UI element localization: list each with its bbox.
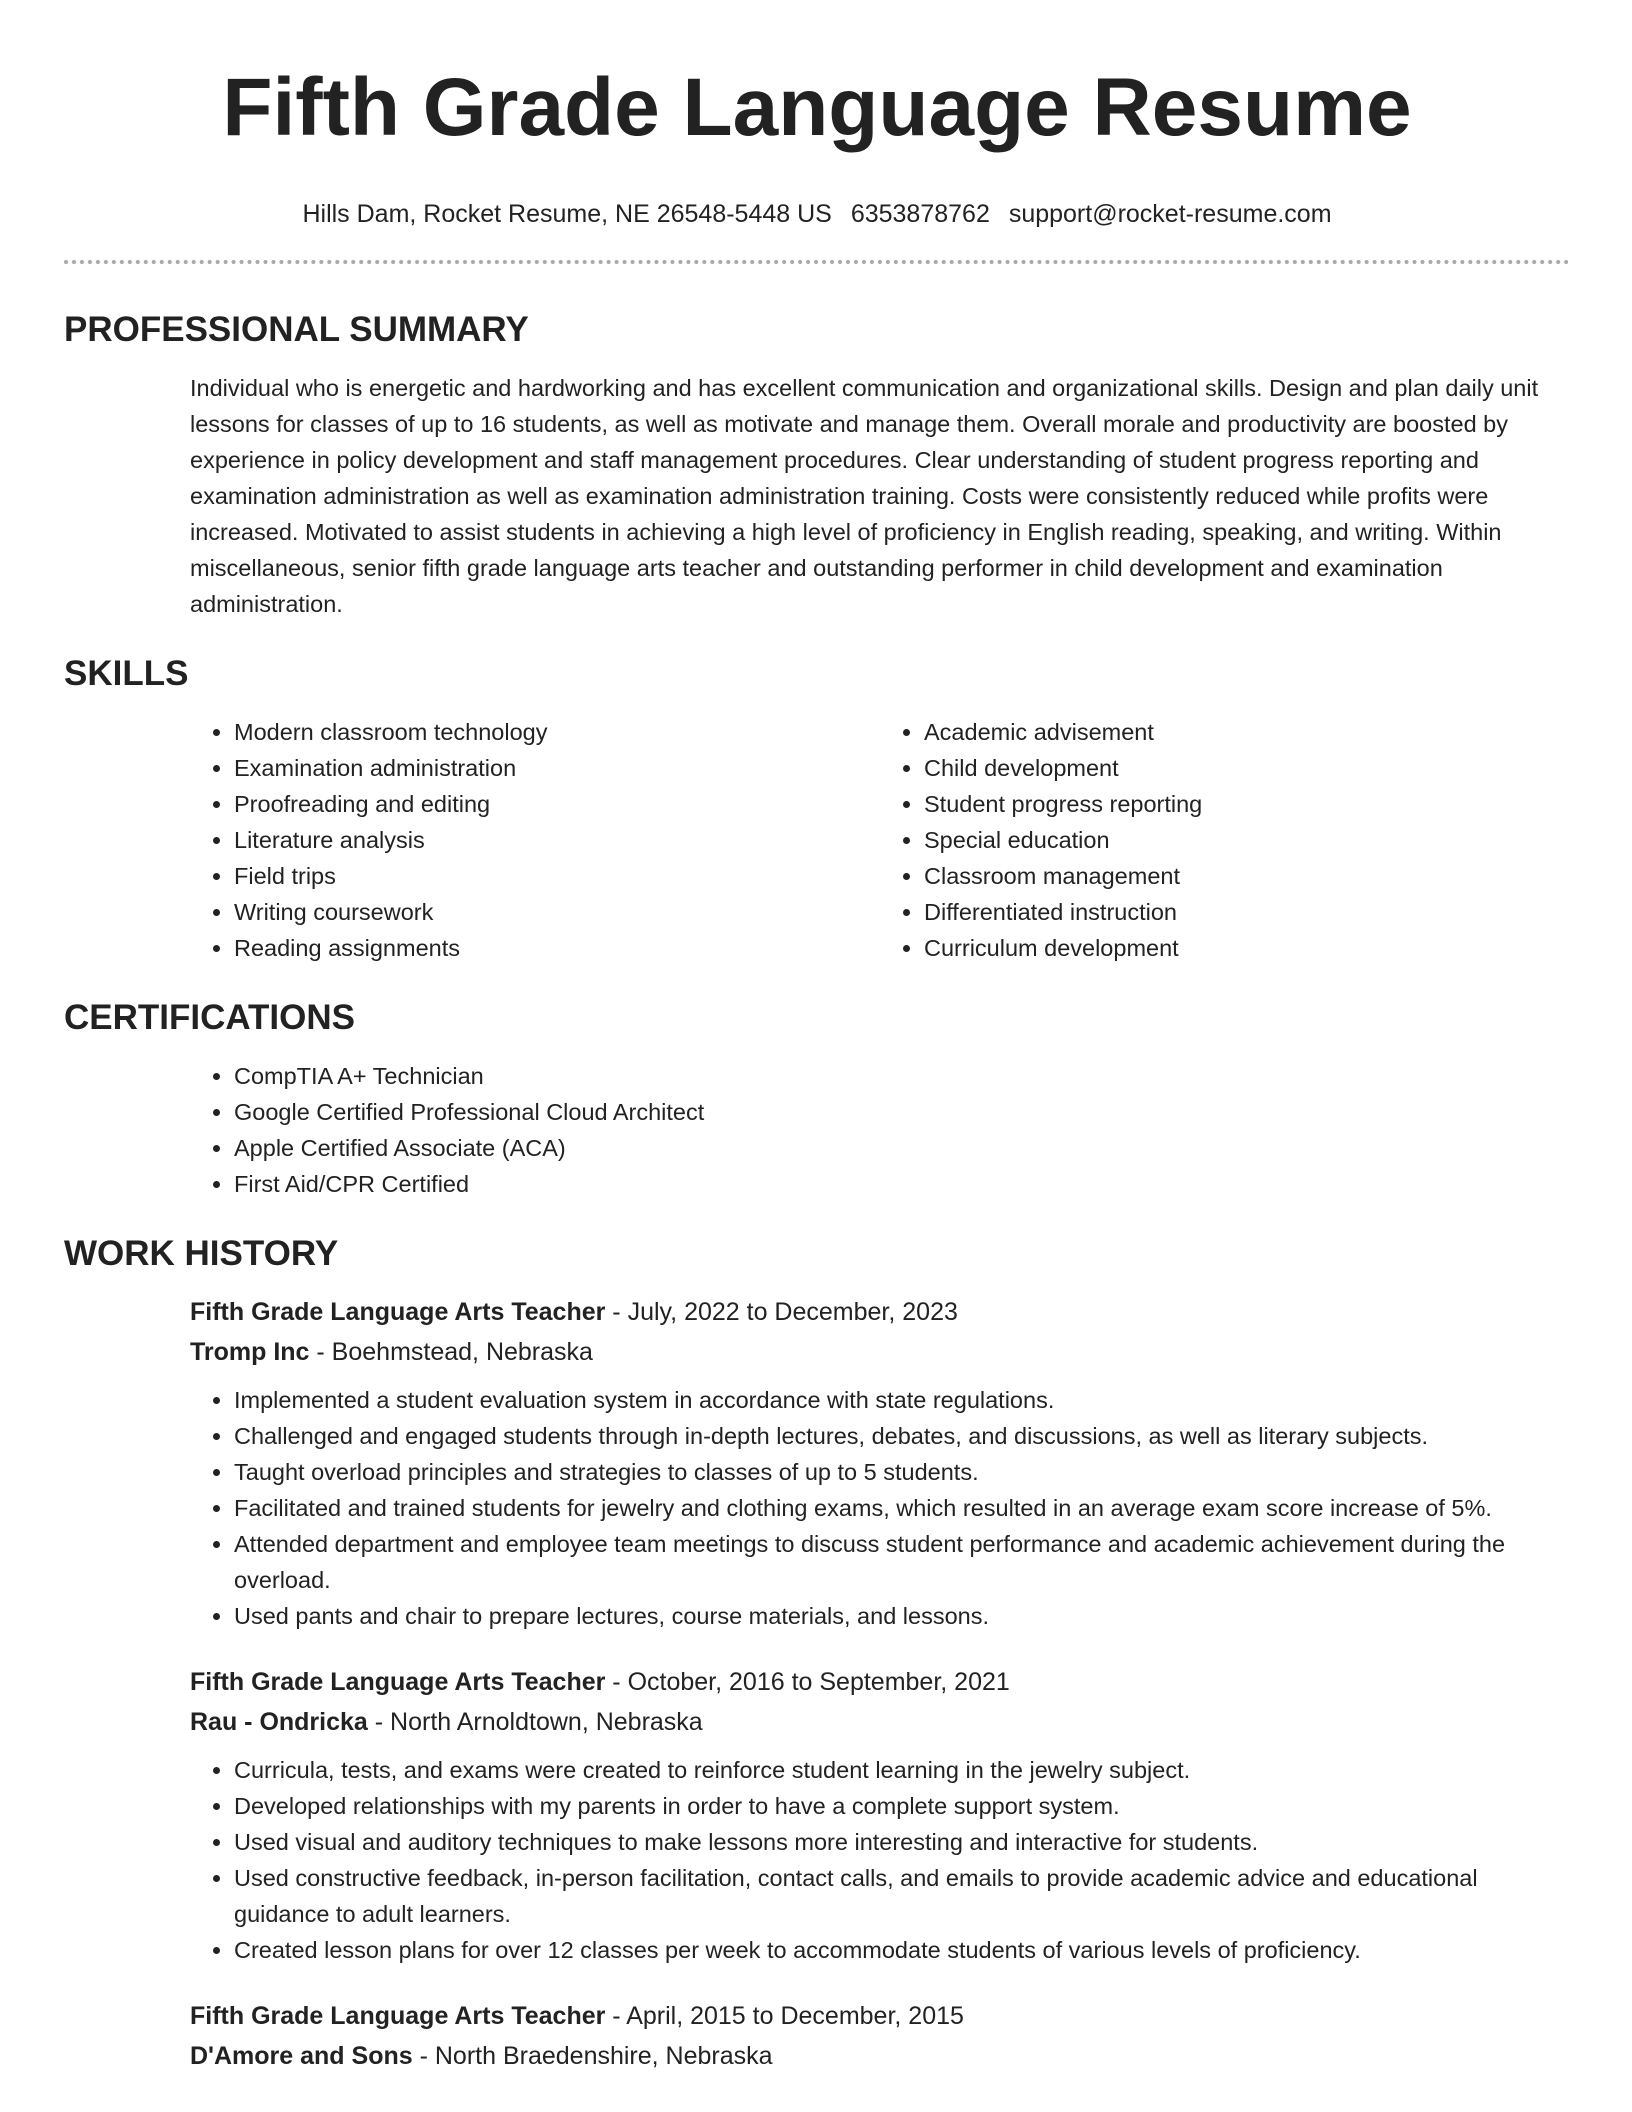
job-bullet: • Developed relationships with my parents in order to have a complete support system. [234, 1788, 1570, 1824]
job-company: Rau - Ondricka [190, 1708, 368, 1736]
contact-phone: 6353878762 [850, 200, 990, 228]
skill-item: • Writing coursework [234, 894, 880, 930]
job-title: Fifth Grade Language Arts Teacher [190, 1298, 606, 1326]
job-title-line [190, 1292, 1570, 1332]
resume-name: Fifth Grade Language Resume [222, 62, 1412, 153]
job-entry [64, 1292, 1570, 1634]
certification-item: • Google Certified Professional Cloud Architect [234, 1094, 1570, 1130]
contact-address: Hills Dam, Rocket Resume, NE 26548-5448 US [302, 200, 832, 228]
summary-text: Individual who is energetic and hardworking and has excellent communication and organizational skills. Design and plan daily unit lessons for classes of up to 16 students, as well as motivate and manage them. Overall morale and productivity are boosted by experience in policy development and staff management procedures. Clear understanding of student progress reporting and examination administration as well as examination administration training. Costs were consistently reduced while profits were increased. Motivated to assist students in achieving a high level of proficiency in English reading, speaking, and writing. Within miscellaneous, senior fifth grade language arts teacher and outstanding performer in child development and examination administration. [190, 375, 1539, 617]
skill-item: • Student progress reporting [924, 786, 1570, 822]
job-title: Fifth Grade Language Arts Teacher [190, 1668, 606, 1696]
skills-list-right [880, 714, 1570, 966]
skills-list-left [190, 714, 880, 966]
summary-heading: PROFESSIONAL SUMMARY [64, 310, 529, 349]
job-title: Fifth Grade Language Arts Teacher [190, 2002, 606, 2030]
header-divider [64, 260, 1570, 264]
skill-item: • Curriculum development [924, 930, 1570, 966]
job-bullet: • Used constructive feedback, in-person facilitation, contact calls, and emails to provide academic advice and educational guidance to adult learners. [234, 1860, 1570, 1932]
skills-heading: SKILLS [64, 654, 189, 693]
job-location: - Boehmstead, Nebraska [309, 1338, 593, 1366]
job-bullet: • Used visual and auditory techniques to make lessons more interesting and interactive for students. [234, 1824, 1570, 1860]
skill-item: • Academic advisement [924, 714, 1570, 750]
job-bullet: • Facilitated and trained students for jewelry and clothing exams, which resulted in an average exam score increase of 5%. [234, 1490, 1570, 1526]
job-dates: - April, 2015 to December, 2015 [605, 2002, 964, 2030]
certification-item: • CompTIA A+ Technician [234, 1058, 1570, 1094]
job-bullet: • Implemented a student evaluation system in accordance with state regulations. [234, 1382, 1570, 1418]
job-location: - North Arnoldtown, Nebraska [367, 1708, 703, 1736]
work-history-heading: WORK HISTORY [64, 1234, 339, 1273]
job-title-line [190, 1662, 1570, 1702]
job-entry [64, 1996, 1570, 2076]
contact-email: support@rocket-resume.com [1008, 200, 1332, 228]
job-bullet: • Challenged and engaged students through in-depth lectures, debates, and discussions, as well as literary subjects. [234, 1418, 1570, 1454]
certifications-section [64, 996, 1570, 1202]
certifications-list-wrap [64, 1058, 1570, 1202]
job-company-line [190, 1332, 1570, 1372]
job-dates: - October, 2016 to September, 2021 [605, 1668, 1010, 1696]
job-location: - North Braedenshire, Nebraska [412, 2042, 773, 2070]
skill-item: • Reading assignments [234, 930, 880, 966]
job-company: D'Amore and Sons [190, 2042, 413, 2070]
job-bullet: • Taught overload principles and strategies to classes of up to 5 students. [234, 1454, 1570, 1490]
skill-item: • Proofreading and editing [234, 786, 880, 822]
job-company-line [190, 1702, 1570, 1742]
job-bullets [190, 1752, 1570, 1968]
contact-line [64, 198, 1570, 230]
skill-item: • Examination administration [234, 750, 880, 786]
job-bullet: • Used pants and chair to prepare lectures, course materials, and lessons. [234, 1598, 1570, 1634]
job-bullet: • Curricula, tests, and exams were created to reinforce student learning in the jewelry subject. [234, 1752, 1570, 1788]
skill-item: • Special education [924, 822, 1570, 858]
skill-item: • Differentiated instruction [924, 894, 1570, 930]
job-bullets [190, 1382, 1570, 1634]
skill-item: • Modern classroom technology [234, 714, 880, 750]
skill-item: • Classroom management [924, 858, 1570, 894]
certification-item: • Apple Certified Associate (ACA) [234, 1130, 1570, 1166]
skills-section [64, 652, 1570, 966]
skills-grid [64, 714, 1570, 966]
job-entry [64, 1662, 1570, 1968]
certifications-list [190, 1058, 1570, 1202]
skill-item: • Literature analysis [234, 822, 880, 858]
job-bullet: • Created lesson plans for over 12 classes per week to accommodate students of various levels of proficiency. [234, 1932, 1570, 1968]
summary-section [64, 308, 1570, 622]
certifications-heading: CERTIFICATIONS [64, 998, 356, 1037]
job-company-line [190, 2036, 1570, 2076]
job-company: Tromp Inc [190, 1338, 310, 1366]
job-dates: - July, 2022 to December, 2023 [605, 1298, 958, 1326]
job-bullet: • Attended department and employee team meetings to discuss student performance and academic achievement during the overload. [234, 1526, 1570, 1598]
job-title-line [190, 1996, 1570, 2036]
work-history-section [64, 1232, 1570, 2076]
skill-item: • Field trips [234, 858, 880, 894]
certification-item: • First Aid/CPR Certified [234, 1166, 1570, 1202]
skill-item: • Child development [924, 750, 1570, 786]
